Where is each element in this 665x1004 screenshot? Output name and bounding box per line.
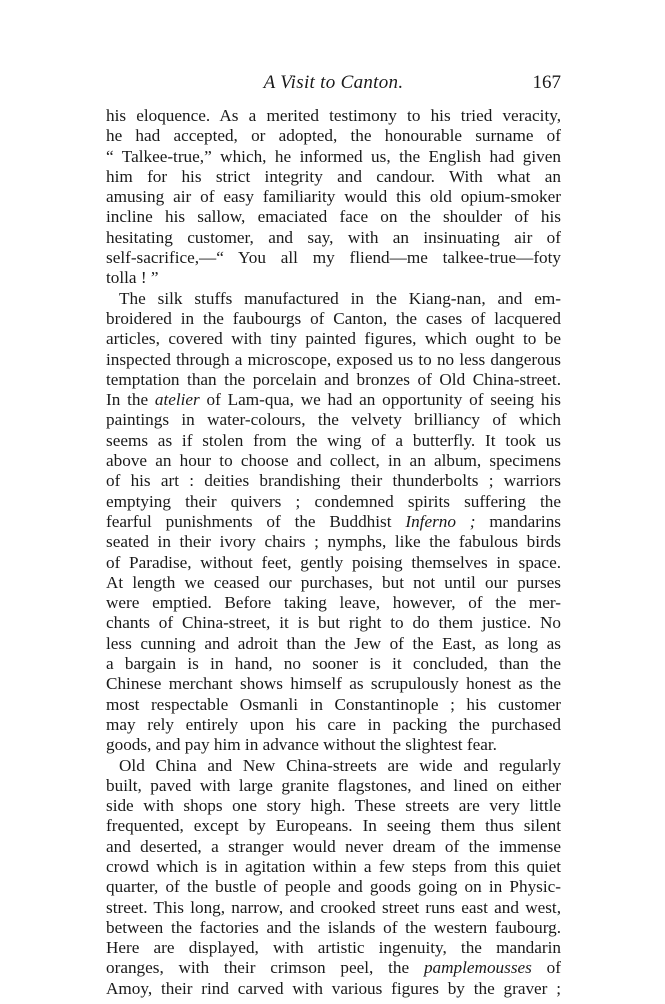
text-line: Here are displayed, with artistic ingenuity, the mandarin (106, 938, 561, 958)
paragraph-start-line: Old China and New China-streets are wide and regularly (119, 755, 561, 775)
text-line: frequented, except by Europeans. In seeing them thus silent (106, 816, 561, 836)
text-line: side with shops one story high. These streets are very little (106, 796, 561, 816)
text-line: At length we ceased our purchases, but not until our purses (106, 572, 561, 592)
text-line: a bargain is in hand, no sooner is it concluded, than the (106, 654, 561, 674)
text-line: street. This long, narrow, and crooked street runs east and west, (106, 897, 561, 917)
paragraph-end-line: goods, and pay him in advance without the slightest fear. (106, 735, 497, 755)
text-line: quarter, of the bustle of people and goods going on in Physic- (106, 877, 561, 897)
italic-term: pamplemousses (423, 958, 532, 978)
text-line: temptation than the porcelain and bronzes of Old China-street. (106, 369, 561, 389)
text-line: between the factories and the islands of the western faubourg. (106, 917, 561, 937)
text-line: most respectable Osmanli in Constantinople ; his customer (106, 694, 561, 714)
text-line: less cunning and adroit than the Jew of the East, as long as (106, 633, 561, 653)
text-line: Amoy, their rind carved with various figures by the graver ; (106, 978, 561, 998)
text-line: broidered in the faubourgs of Canton, the cases of lacquered (106, 308, 561, 328)
text-line: incline his sallow, emaciated face on the shoulder of his (106, 207, 561, 227)
text-line: he had accepted, or adopted, the honourable surname of (106, 126, 561, 146)
text-line: crowd which is in agitation within a few steps from this quiet (106, 856, 561, 876)
text-line: above an hour to choose and collect, in an album, specimens (106, 451, 561, 471)
italic-term: Inferno ; (405, 511, 476, 531)
text-line: Chinese merchant shows himself as scrupulously honest as the (106, 674, 561, 694)
text-line: and deserted, a stranger would never dream of the immense (106, 836, 561, 856)
text-line: him for his strict integrity and candour. With what an (106, 166, 561, 186)
text-line: hesitating customer, and say, with an insinuating air of (106, 227, 561, 247)
text-line: fearful punishments of the Buddhist Inferno ; mandarins (106, 511, 561, 531)
text-line: were emptied. Before taking leave, however, of the mer- (106, 593, 561, 613)
paragraph-end-line: tolla ! ” (106, 268, 159, 288)
text-line: seems as if stolen from the wing of a butterfly. It took us (106, 430, 561, 450)
text-line: oranges, with their crimson peel, the pamplemousses of (106, 958, 561, 978)
text-line: of Paradise, without feet, gently poising themselves in space. (106, 552, 561, 572)
text-line: chants of China-street, it is but right to do them justice. No (106, 613, 561, 633)
running-head (106, 68, 561, 98)
text-line: of his art : deities brandishing their thunderbolts ; warriors (106, 471, 561, 491)
text-line: may rely entirely upon his care in packing the purchased (106, 714, 561, 734)
text-line: “ Talkee-true,” which, he informed us, the English had given (106, 146, 561, 166)
text-line: seated in their ivory chairs ; nymphs, like the fabulous birds (106, 532, 561, 552)
text-line: built, paved with large granite flagstones, and lined on either (106, 775, 561, 795)
italic-term: atelier (154, 390, 200, 410)
text-line: emptying their quivers ; condemned spirits suffering the (106, 491, 561, 511)
text-line: amusing air of easy familiarity would this old opium-smoker (106, 187, 561, 207)
text-line: his eloquence. As a merited testimony to his tried veracity, (106, 106, 561, 125)
paragraph-start-line: The silk stuffs manufactured in the Kiang-nan, and em- (119, 288, 561, 308)
body-text (106, 106, 561, 999)
text-line: articles, covered with tiny painted figures, which ought to be (106, 329, 561, 349)
text-line: self-sacrifice,—“ You all my fliend—me talkee-true—foty (106, 248, 561, 268)
book-page (106, 68, 561, 999)
running-title: A Visit to Canton. (263, 72, 404, 93)
text-line: inspected through a microscope, exposed us to no less dangerous (106, 349, 561, 369)
page-number: 167 (532, 72, 561, 93)
text-line: paintings in water-colours, the velvety brilliancy of which (106, 410, 561, 430)
text-line: In the atelier of Lam-qua, we had an opportunity of seeing his (106, 390, 561, 410)
